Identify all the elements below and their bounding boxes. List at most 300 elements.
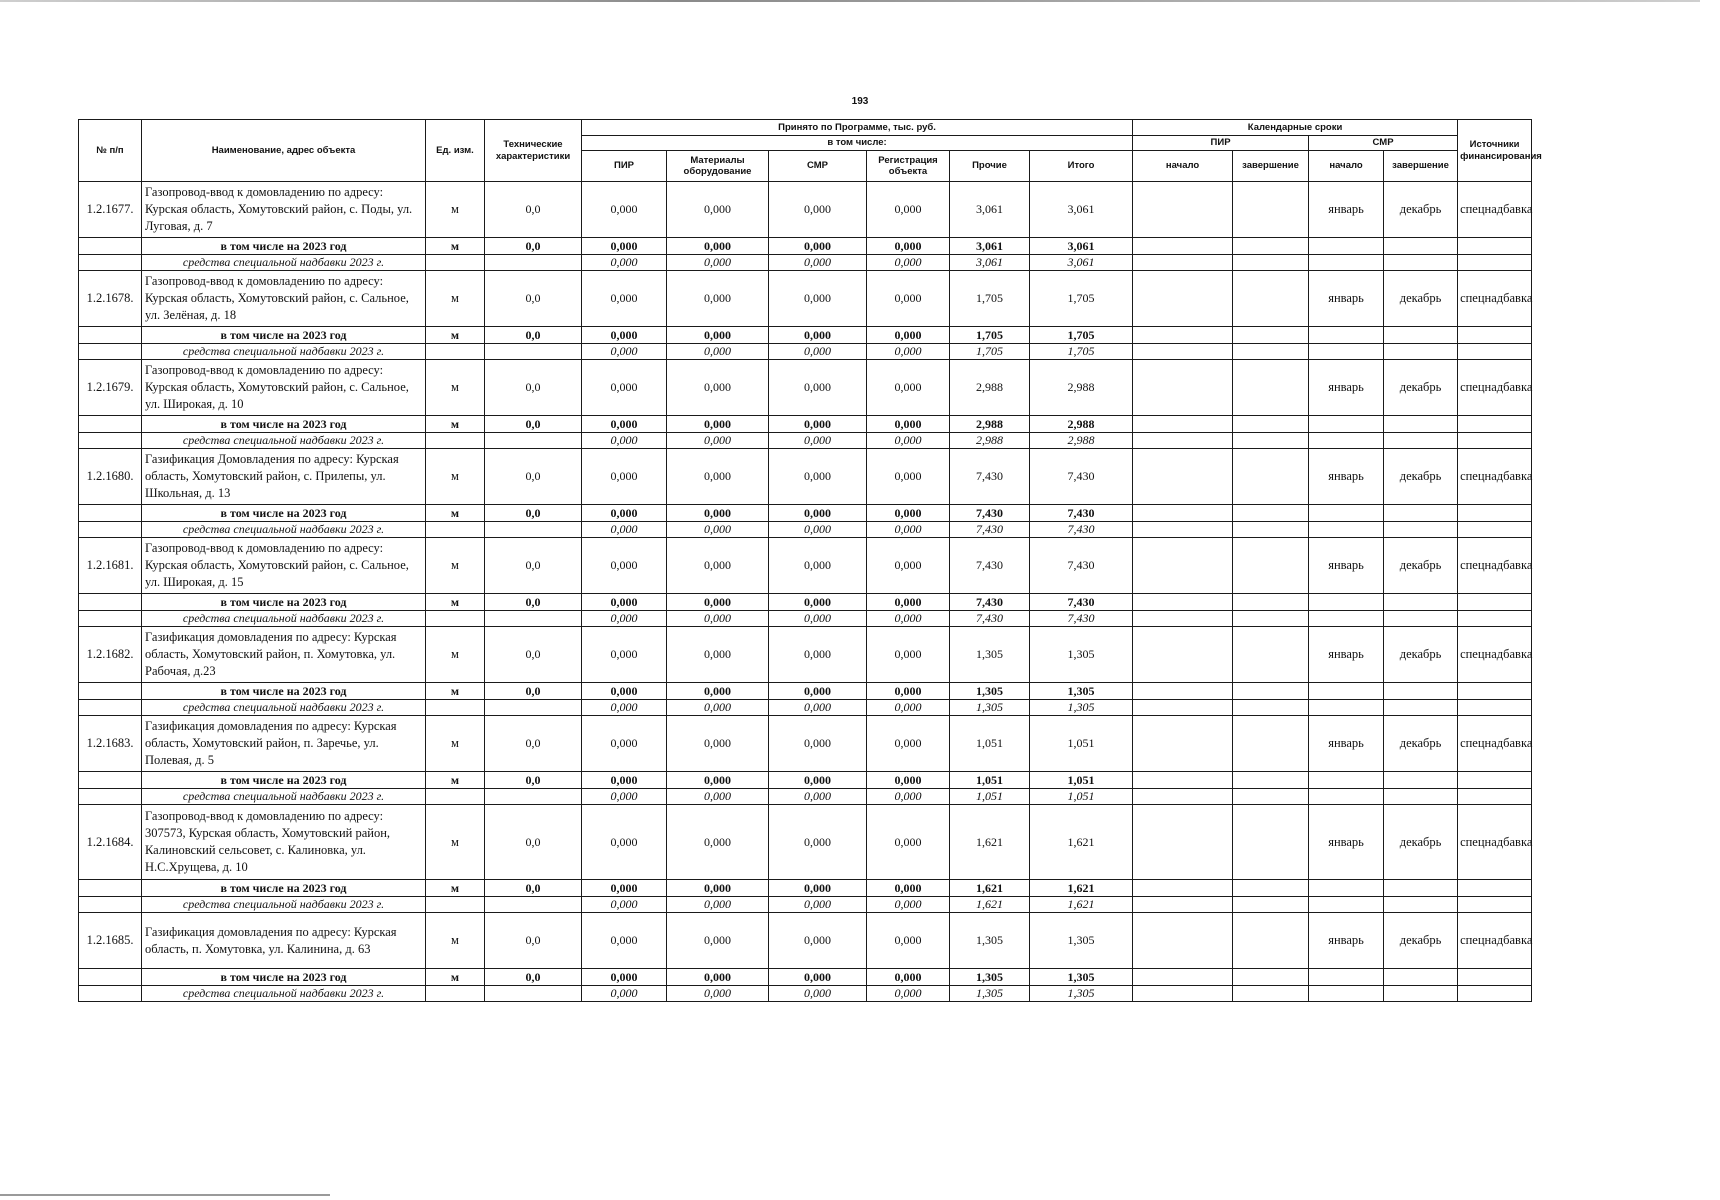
fund-empty (1133, 255, 1233, 271)
fund-empty (1133, 433, 1233, 449)
smr-start-cell: январь (1309, 805, 1384, 880)
smr-finish-cell: декабрь (1384, 538, 1458, 594)
materials-cell: 0,000 (667, 360, 769, 416)
fund-tech (485, 700, 582, 716)
fund-pir: 0,000 (582, 522, 667, 538)
fund-materials: 0,000 (667, 897, 769, 913)
subtotal-registration: 0,000 (867, 880, 950, 897)
subtotal-empty (1309, 505, 1384, 522)
row-number: 1.2.1684. (79, 805, 142, 880)
subtotal-empty (1309, 327, 1384, 344)
fund-unit (426, 986, 485, 1002)
subtotal-row (79, 969, 1647, 986)
subtotal-empty (1458, 416, 1532, 433)
table-row (79, 913, 1647, 969)
row-number: 1.2.1683. (79, 716, 142, 772)
subtotal-empty (1133, 683, 1233, 700)
subtotal-unit: м (426, 772, 485, 789)
header-pir-start: начало (1133, 151, 1233, 182)
subtotal-empty (1233, 880, 1309, 897)
subtotal-number (79, 327, 142, 344)
subtotal-empty (1309, 594, 1384, 611)
registration-cell: 0,000 (867, 913, 950, 969)
header-name: Наименование, адрес объекта (142, 120, 426, 182)
fund-empty (1309, 897, 1384, 913)
fund-other: 7,430 (950, 611, 1030, 627)
fund-pir: 0,000 (582, 789, 667, 805)
subtotal-tech: 0,0 (485, 594, 582, 611)
pir-start-cell (1133, 360, 1233, 416)
source-cell: спецнадбавка (1458, 805, 1532, 880)
header-pir-finish: завершение (1233, 151, 1309, 182)
fund-tech (485, 789, 582, 805)
other-cell: 3,061 (950, 182, 1030, 238)
row-number: 1.2.1678. (79, 271, 142, 327)
fund-row (79, 255, 1647, 271)
subtotal-number (79, 969, 142, 986)
pir-finish-cell (1233, 360, 1309, 416)
fund-unit (426, 255, 485, 271)
fund-total: 1,621 (1030, 897, 1133, 913)
fund-registration: 0,000 (867, 433, 950, 449)
object-name: Газификация Домовладения по адресу: Курская область, Хомутовский район, с. Прилепы, ул. Школьная, д. 13 (142, 449, 426, 505)
header-cal-pir: ПИР (1133, 136, 1309, 151)
fund-tech (485, 611, 582, 627)
fund-other: 1,705 (950, 344, 1030, 360)
object-name: Газификация домовладения по адресу: Курская область, Хомутовский район, п. Хомутовка, ул. Рабочая, д.23 (142, 627, 426, 683)
fund-empty (1309, 433, 1384, 449)
fund-empty (1233, 789, 1309, 805)
fund-empty (1309, 344, 1384, 360)
subtotal-registration: 0,000 (867, 594, 950, 611)
subtotal-tech: 0,0 (485, 416, 582, 433)
source-cell: спецнадбавка (1458, 449, 1532, 505)
subtotal-empty (1233, 327, 1309, 344)
subtotal-tech: 0,0 (485, 327, 582, 344)
subtotal-registration: 0,000 (867, 238, 950, 255)
fund-row (79, 897, 1647, 913)
fund-empty (1309, 789, 1384, 805)
total-cell: 2,988 (1030, 360, 1133, 416)
smr-cell: 0,000 (769, 913, 867, 969)
fund-empty (1233, 255, 1309, 271)
registration-cell: 0,000 (867, 271, 950, 327)
fund-registration: 0,000 (867, 789, 950, 805)
fund-empty (1233, 897, 1309, 913)
unit-cell: м (426, 271, 485, 327)
subtotal-registration: 0,000 (867, 505, 950, 522)
source-cell: спецнадбавка (1458, 627, 1532, 683)
pir-finish-cell (1233, 449, 1309, 505)
subtotal-empty (1233, 683, 1309, 700)
scan-edge-bottom (0, 1194, 330, 1196)
source-cell: спецнадбавка (1458, 913, 1532, 969)
subtotal-row (79, 238, 1647, 255)
fund-empty (1384, 433, 1458, 449)
subtotal-total: 7,430 (1030, 505, 1133, 522)
smr-cell: 0,000 (769, 271, 867, 327)
subtotal-materials: 0,000 (667, 238, 769, 255)
subtotal-pir: 0,000 (582, 327, 667, 344)
subtotal-smr: 0,000 (769, 416, 867, 433)
header-other: Прочие (950, 151, 1030, 182)
tech-cell: 0,0 (485, 627, 582, 683)
subtotal-empty (1458, 505, 1532, 522)
fund-registration: 0,000 (867, 611, 950, 627)
subtotal-materials: 0,000 (667, 969, 769, 986)
header-materials: Материалы оборудование (667, 151, 769, 182)
pir-finish-cell (1233, 538, 1309, 594)
fund-empty (1384, 986, 1458, 1002)
fund-empty (1384, 255, 1458, 271)
table-row (79, 360, 1647, 416)
fund-materials: 0,000 (667, 986, 769, 1002)
pir-cell: 0,000 (582, 716, 667, 772)
fund-smr: 0,000 (769, 611, 867, 627)
fund-empty (1384, 522, 1458, 538)
fund-other: 1,621 (950, 897, 1030, 913)
smr-start-cell: январь (1309, 913, 1384, 969)
fund-registration: 0,000 (867, 700, 950, 716)
subtotal-materials: 0,000 (667, 772, 769, 789)
fund-number (79, 522, 142, 538)
fund-registration: 0,000 (867, 986, 950, 1002)
pir-finish-cell (1233, 716, 1309, 772)
header-sources: Источники финансирования (1458, 120, 1532, 182)
registration-cell: 0,000 (867, 716, 950, 772)
fund-number (79, 986, 142, 1002)
fund-smr: 0,000 (769, 344, 867, 360)
pir-start-cell (1133, 805, 1233, 880)
fund-smr: 0,000 (769, 897, 867, 913)
subtotal-row (79, 683, 1647, 700)
fund-other: 7,430 (950, 522, 1030, 538)
subtotal-pir: 0,000 (582, 969, 667, 986)
subtotal-smr: 0,000 (769, 683, 867, 700)
fund-empty (1233, 700, 1309, 716)
registration-cell: 0,000 (867, 627, 950, 683)
fund-number (79, 897, 142, 913)
fund-materials: 0,000 (667, 700, 769, 716)
smr-start-cell: январь (1309, 360, 1384, 416)
subtotal-number (79, 505, 142, 522)
fund-materials: 0,000 (667, 522, 769, 538)
smr-finish-cell: декабрь (1384, 271, 1458, 327)
subtotal-label: в том числе на 2023 год (142, 772, 426, 789)
fund-smr: 0,000 (769, 700, 867, 716)
fund-smr: 0,000 (769, 255, 867, 271)
fund-empty (1133, 986, 1233, 1002)
fund-pir: 0,000 (582, 611, 667, 627)
other-cell: 1,305 (950, 913, 1030, 969)
smr-start-cell: январь (1309, 182, 1384, 238)
subtotal-label: в том числе на 2023 год (142, 505, 426, 522)
fund-label: средства специальной надбавки 2023 г. (142, 897, 426, 913)
subtotal-smr: 0,000 (769, 594, 867, 611)
subtotal-unit: м (426, 505, 485, 522)
subtotal-number (79, 880, 142, 897)
fund-label: средства специальной надбавки 2023 г. (142, 789, 426, 805)
table-row (79, 805, 1647, 880)
fund-tech (485, 522, 582, 538)
fund-total: 1,305 (1030, 986, 1133, 1002)
smr-finish-cell: декабрь (1384, 449, 1458, 505)
fund-tech (485, 986, 582, 1002)
pir-cell: 0,000 (582, 182, 667, 238)
smr-start-cell: январь (1309, 716, 1384, 772)
smr-cell: 0,000 (769, 716, 867, 772)
object-name: Газопровод-ввод к домовладению по адресу: 307573, Курская область, Хомутовский район, Калиновский сельсовет, с. Калиновка, ул. Н.С.Хрущева, д. 10 (142, 805, 426, 880)
subtotal-empty (1384, 416, 1458, 433)
object-name: Газификация домовладения по адресу: Курская область, п. Хомутовка, ул. Калинина, д. 63 (142, 913, 426, 969)
pir-finish-cell (1233, 805, 1309, 880)
unit-cell: м (426, 805, 485, 880)
fund-other: 2,988 (950, 433, 1030, 449)
subtotal-total: 1,621 (1030, 880, 1133, 897)
fund-row (79, 986, 1647, 1002)
fund-label: средства специальной надбавки 2023 г. (142, 522, 426, 538)
fund-materials: 0,000 (667, 344, 769, 360)
fund-empty (1384, 611, 1458, 627)
subtotal-total: 1,705 (1030, 327, 1133, 344)
table-row (79, 271, 1647, 327)
fund-total: 2,988 (1030, 433, 1133, 449)
other-cell: 7,430 (950, 538, 1030, 594)
fund-empty (1458, 255, 1532, 271)
fund-other: 3,061 (950, 255, 1030, 271)
materials-cell: 0,000 (667, 716, 769, 772)
subtotal-materials: 0,000 (667, 880, 769, 897)
fund-row (79, 433, 1647, 449)
fund-unit (426, 433, 485, 449)
subtotal-label: в том числе на 2023 год (142, 238, 426, 255)
unit-cell: м (426, 538, 485, 594)
fund-empty (1458, 611, 1532, 627)
subtotal-empty (1233, 505, 1309, 522)
subtotal-unit: м (426, 327, 485, 344)
fund-empty (1309, 700, 1384, 716)
fund-total: 3,061 (1030, 255, 1133, 271)
subtotal-empty (1133, 327, 1233, 344)
total-cell: 3,061 (1030, 182, 1133, 238)
subtotal-smr: 0,000 (769, 238, 867, 255)
object-name: Газопровод-ввод к домовладению по адресу: Курская область, Хомутовский район, с. Поды, ул. Луговая, д. 7 (142, 182, 426, 238)
subtotal-smr: 0,000 (769, 880, 867, 897)
subtotal-unit: м (426, 683, 485, 700)
subtotal-total: 1,305 (1030, 969, 1133, 986)
pir-cell: 0,000 (582, 271, 667, 327)
pir-start-cell (1133, 182, 1233, 238)
smr-finish-cell: декабрь (1384, 805, 1458, 880)
fund-label: средства специальной надбавки 2023 г. (142, 986, 426, 1002)
total-cell: 1,621 (1030, 805, 1133, 880)
fund-pir: 0,000 (582, 344, 667, 360)
total-cell: 1,051 (1030, 716, 1133, 772)
header-smr-start: начало (1309, 151, 1384, 182)
unit-cell: м (426, 913, 485, 969)
header-unit: Ед. изм. (426, 120, 485, 182)
unit-cell: м (426, 360, 485, 416)
registration-cell: 0,000 (867, 449, 950, 505)
pir-cell: 0,000 (582, 360, 667, 416)
registration-cell: 0,000 (867, 538, 950, 594)
fund-other: 1,305 (950, 700, 1030, 716)
fund-empty (1309, 522, 1384, 538)
fund-tech (485, 433, 582, 449)
fund-empty (1133, 897, 1233, 913)
materials-cell: 0,000 (667, 627, 769, 683)
header-smr-finish: завершение (1384, 151, 1458, 182)
fund-empty (1384, 344, 1458, 360)
subtotal-empty (1384, 238, 1458, 255)
smr-start-cell: январь (1309, 271, 1384, 327)
subtotal-pir: 0,000 (582, 880, 667, 897)
subtotal-empty (1133, 238, 1233, 255)
subtotal-registration: 0,000 (867, 416, 950, 433)
subtotal-empty (1309, 416, 1384, 433)
subtotal-other: 2,988 (950, 416, 1030, 433)
fund-pir: 0,000 (582, 255, 667, 271)
subtotal-empty (1133, 880, 1233, 897)
fund-unit (426, 344, 485, 360)
fund-pir: 0,000 (582, 433, 667, 449)
pir-finish-cell (1233, 182, 1309, 238)
subtotal-number (79, 238, 142, 255)
subtotal-empty (1133, 772, 1233, 789)
source-cell: спецнадбавка (1458, 538, 1532, 594)
pir-start-cell (1133, 627, 1233, 683)
fund-empty (1458, 522, 1532, 538)
subtotal-total: 2,988 (1030, 416, 1133, 433)
fund-total: 1,051 (1030, 789, 1133, 805)
fund-unit (426, 789, 485, 805)
subtotal-pir: 0,000 (582, 594, 667, 611)
fund-empty (1309, 611, 1384, 627)
fund-smr: 0,000 (769, 433, 867, 449)
pir-start-cell (1133, 449, 1233, 505)
fund-empty (1458, 789, 1532, 805)
subtotal-unit: м (426, 416, 485, 433)
subtotal-materials: 0,000 (667, 416, 769, 433)
other-cell: 1,051 (950, 716, 1030, 772)
pir-start-cell (1133, 538, 1233, 594)
tech-cell: 0,0 (485, 449, 582, 505)
pir-start-cell (1133, 271, 1233, 327)
subtotal-empty (1133, 505, 1233, 522)
fund-label: средства специальной надбавки 2023 г. (142, 700, 426, 716)
subtotal-other: 7,430 (950, 594, 1030, 611)
fund-empty (1458, 897, 1532, 913)
smr-finish-cell: декабрь (1384, 627, 1458, 683)
unit-cell: м (426, 627, 485, 683)
fund-registration: 0,000 (867, 522, 950, 538)
subtotal-tech: 0,0 (485, 969, 582, 986)
fund-materials: 0,000 (667, 255, 769, 271)
fund-row (79, 344, 1647, 360)
subtotal-materials: 0,000 (667, 683, 769, 700)
fund-number (79, 255, 142, 271)
fund-unit (426, 611, 485, 627)
subtotal-label: в том числе на 2023 год (142, 969, 426, 986)
subtotal-other: 1,305 (950, 683, 1030, 700)
fund-row (79, 522, 1647, 538)
fund-other: 1,305 (950, 986, 1030, 1002)
header-accepted: Принято по Программе, тыс. руб. (582, 120, 1133, 136)
subtotal-registration: 0,000 (867, 772, 950, 789)
fund-materials: 0,000 (667, 611, 769, 627)
subtotal-smr: 0,000 (769, 327, 867, 344)
row-number: 1.2.1679. (79, 360, 142, 416)
subtotal-label: в том числе на 2023 год (142, 594, 426, 611)
source-cell: спецнадбавка (1458, 271, 1532, 327)
pir-start-cell (1133, 913, 1233, 969)
total-cell: 7,430 (1030, 449, 1133, 505)
subtotal-tech: 0,0 (485, 772, 582, 789)
fund-empty (1233, 433, 1309, 449)
total-cell: 1,305 (1030, 627, 1133, 683)
fund-unit (426, 700, 485, 716)
subtotal-unit: м (426, 969, 485, 986)
subtotal-empty (1384, 327, 1458, 344)
subtotal-total: 1,305 (1030, 683, 1133, 700)
subtotal-empty (1458, 880, 1532, 897)
table-row (79, 627, 1647, 683)
subtotal-pir: 0,000 (582, 683, 667, 700)
fund-empty (1233, 611, 1309, 627)
fund-empty (1133, 611, 1233, 627)
subtotal-total: 7,430 (1030, 594, 1133, 611)
smr-finish-cell: декабрь (1384, 716, 1458, 772)
subtotal-tech: 0,0 (485, 238, 582, 255)
header-pir: ПИР (582, 151, 667, 182)
table-row (79, 538, 1647, 594)
fund-number (79, 344, 142, 360)
other-cell: 7,430 (950, 449, 1030, 505)
subtotal-empty (1233, 238, 1309, 255)
fund-empty (1384, 700, 1458, 716)
fund-empty (1458, 433, 1532, 449)
materials-cell: 0,000 (667, 805, 769, 880)
registration-cell: 0,000 (867, 805, 950, 880)
pir-cell: 0,000 (582, 805, 667, 880)
row-number: 1.2.1681. (79, 538, 142, 594)
fund-tech (485, 255, 582, 271)
fund-unit (426, 522, 485, 538)
subtotal-empty (1384, 505, 1458, 522)
subtotal-unit: м (426, 238, 485, 255)
table-row (79, 449, 1647, 505)
fund-total: 7,430 (1030, 522, 1133, 538)
subtotal-empty (1309, 969, 1384, 986)
subtotal-empty (1309, 880, 1384, 897)
subtotal-other: 1,705 (950, 327, 1030, 344)
header-registration: Регистрация объекта (867, 151, 950, 182)
subtotal-number (79, 772, 142, 789)
fund-other: 1,051 (950, 789, 1030, 805)
tech-cell: 0,0 (485, 538, 582, 594)
fund-empty (1233, 986, 1309, 1002)
subtotal-label: в том числе на 2023 год (142, 880, 426, 897)
fund-label: средства специальной надбавки 2023 г. (142, 611, 426, 627)
table-row (79, 716, 1647, 772)
row-number: 1.2.1682. (79, 627, 142, 683)
fund-total: 1,305 (1030, 700, 1133, 716)
registration-cell: 0,000 (867, 360, 950, 416)
subtotal-empty (1133, 594, 1233, 611)
subtotal-pir: 0,000 (582, 772, 667, 789)
subtotal-empty (1458, 327, 1532, 344)
source-cell: спецнадбавка (1458, 716, 1532, 772)
